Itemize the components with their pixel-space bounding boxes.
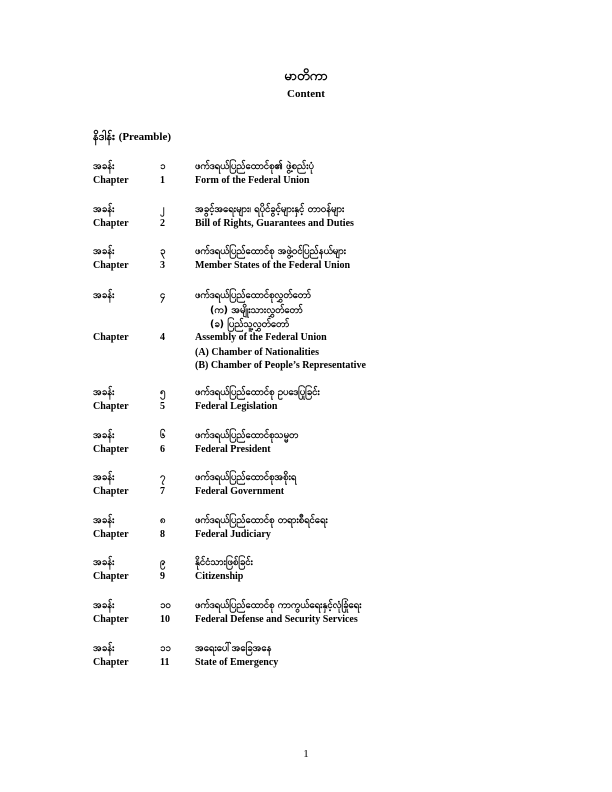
page-title-english: Content <box>287 88 325 100</box>
chapter-word-english: Chapter <box>93 444 129 455</box>
chapter-subsection-myanmar: (ခ) ပြည်သူ့လွှတ်တော် <box>210 319 290 330</box>
page-title-myanmar: မာတိကာ <box>284 69 328 84</box>
toc-entry-chapter-8 <box>0 514 612 544</box>
chapter-number-myanmar: ၁၀ <box>160 600 171 611</box>
chapter-word-myanmar: အခန်း <box>93 290 115 301</box>
chapter-word-english: Chapter <box>93 486 129 497</box>
chapter-title-english: Assembly of the Federal Union <box>195 332 327 343</box>
chapter-number-myanmar: ၈ <box>160 515 166 526</box>
chapter-title-english: Form of the Federal Union <box>195 175 310 186</box>
toc-entry-chapter-2 <box>0 203 612 233</box>
chapter-number-myanmar: ၆ <box>160 430 166 441</box>
chapter-title-myanmar: ဖက်ဒရယ်ပြည်ထောင်စုအစိုးရ <box>195 472 297 483</box>
chapter-number-english: 8 <box>160 529 165 540</box>
chapter-word-myanmar: အခန်း <box>93 557 115 568</box>
chapter-title-english: Member States of the Federal Union <box>195 260 351 271</box>
chapter-title-english: Federal Judiciary <box>195 529 271 540</box>
chapter-number-myanmar: ၄ <box>160 290 166 301</box>
chapter-number-myanmar: ၃ <box>160 246 166 257</box>
preamble-label-myanmar: နိဒါန်း <box>93 130 115 143</box>
chapter-word-english: Chapter <box>93 332 129 343</box>
chapter-word-myanmar: အခန်း <box>93 161 115 172</box>
chapter-word-myanmar: အခန်း <box>93 246 115 257</box>
chapter-number-myanmar: ၂ <box>160 204 165 215</box>
chapter-number-myanmar: ၁ <box>160 161 166 172</box>
chapter-word-myanmar: အခန်း <box>93 430 115 441</box>
chapter-word-english: Chapter <box>93 657 129 668</box>
toc-entry-chapter-9 <box>0 556 612 586</box>
chapter-title-myanmar: ဖက်ဒရယ်ပြည်ထောင်စုလွှတ်တော် <box>195 290 311 301</box>
chapter-word-myanmar: အခန်း <box>93 515 115 526</box>
chapter-word-english: Chapter <box>93 614 129 625</box>
chapter-number-myanmar: ၉ <box>160 557 166 568</box>
preamble-entry <box>93 130 171 146</box>
chapter-number-myanmar: ၇ <box>160 472 166 483</box>
chapter-number-english: 1 <box>160 175 165 186</box>
chapter-number-myanmar: ၅ <box>160 387 166 398</box>
chapter-title-myanmar: အရေးပေါ်အခြေအနေ <box>195 643 272 654</box>
chapter-word-myanmar: အခန်း <box>93 204 115 215</box>
chapter-title-english: Federal President <box>195 444 271 455</box>
chapter-word-myanmar: အခန်း <box>93 387 115 398</box>
toc-entry-chapter-11 <box>0 642 612 672</box>
chapter-number-english: 10 <box>160 614 170 625</box>
chapter-title-myanmar: ဖက်ဒရယ်ပြည်ထောင်စုသမ္မတ <box>195 430 299 441</box>
toc-entry-chapter-3 <box>0 245 612 275</box>
chapter-title-myanmar: ဖက်ဒရယ်ပြည်ထောင်စု အဖွဲ့ဝင်ပြည်နယ်များ <box>195 246 347 257</box>
chapter-title-english: State of Emergency <box>195 657 279 668</box>
chapter-subsection-english: (B) Chamber of People’s Representative <box>195 360 366 371</box>
chapter-title-english: Federal Defense and Security Services <box>195 614 358 625</box>
chapter-title-myanmar: ဖက်ဒရယ်ပြည်ထောင်စု ဥပဒေပြုခြင်း <box>195 387 320 398</box>
chapter-word-myanmar: အခန်း <box>93 472 115 483</box>
preamble-label-english: (Preamble) <box>118 131 172 143</box>
chapter-title-myanmar: အခွင့်အရေးများ၊ ရပိုင်ခွင့်များနှင့် တာဝန်များ <box>195 204 345 215</box>
chapter-title-english: Federal Government <box>195 486 285 497</box>
chapter-title-myanmar: ဖက်ဒရယ်ပြည်ထောင်စု ကာကွယ်ရေးနှင့်လုံခြုံရေး <box>195 600 362 611</box>
toc-entry-chapter-10 <box>0 599 612 629</box>
chapter-title-english: Bill of Rights, Guarantees and Duties <box>195 218 354 229</box>
page-number: 1 <box>303 748 309 760</box>
chapter-word-english: Chapter <box>93 175 129 186</box>
chapter-title-myanmar: ဖက်ဒရယ်ပြည်ထောင်စု တရားစီရင်ရေး <box>195 515 328 526</box>
chapter-title-myanmar: နိုင်ငံသားဖြစ်ခြင်း <box>195 557 253 568</box>
chapter-word-english: Chapter <box>93 401 129 412</box>
toc-entry-chapter-7 <box>0 471 612 501</box>
chapter-title-english: Federal Legislation <box>195 401 278 412</box>
chapter-number-myanmar: ၁၁ <box>160 643 171 654</box>
toc-entry-chapter-5 <box>0 386 612 416</box>
chapter-number-english: 3 <box>160 260 165 271</box>
chapter-title-english: Citizenship <box>195 571 244 582</box>
chapter-word-myanmar: အခန်း <box>93 643 115 654</box>
chapter-word-english: Chapter <box>93 218 129 229</box>
toc-entry-chapter-6 <box>0 429 612 459</box>
chapter-word-english: Chapter <box>93 260 129 271</box>
chapter-word-myanmar: အခန်း <box>93 600 115 611</box>
chapter-number-english: 6 <box>160 444 165 455</box>
toc-entry-chapter-1 <box>0 160 612 190</box>
chapter-word-english: Chapter <box>93 571 129 582</box>
chapter-subsection-english: (A) Chamber of Nationalities <box>195 347 319 358</box>
chapter-number-english: 7 <box>160 486 165 497</box>
chapter-number-english: 4 <box>160 332 165 343</box>
chapter-subsection-myanmar: (က) အမျိုးသားလွှတ်တော် <box>210 305 303 316</box>
chapter-number-english: 2 <box>160 218 165 229</box>
chapter-number-english: 9 <box>160 571 165 582</box>
chapter-number-english: 5 <box>160 401 165 412</box>
toc-entry-chapter-4 <box>0 289 612 373</box>
chapter-number-english: 11 <box>160 657 170 668</box>
chapter-word-english: Chapter <box>93 529 129 540</box>
chapter-title-myanmar: ဖက်ဒရယ်ပြည်ထောင်စု၏ ဖွဲ့စည်းပုံ <box>195 161 314 172</box>
